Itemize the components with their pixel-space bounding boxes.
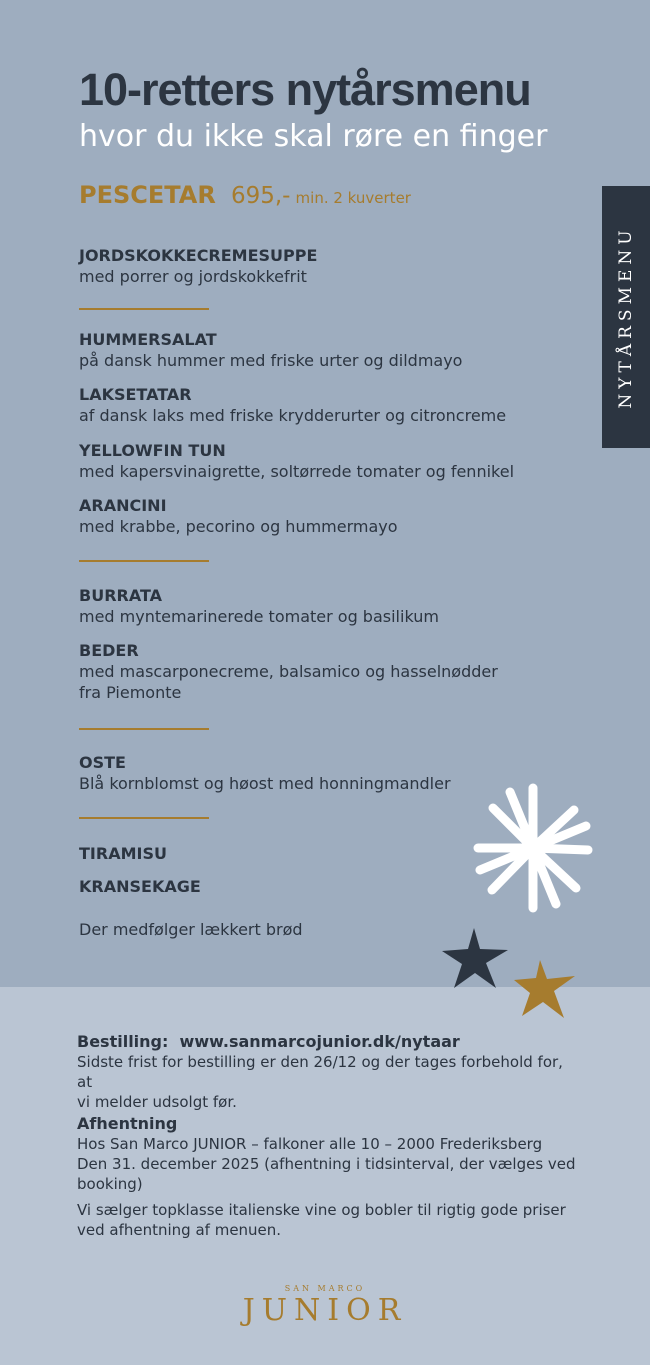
ordering-label: Bestilling: xyxy=(77,1032,169,1051)
menu-price: 695,- xyxy=(230,183,291,209)
pickup-date-cont: booking) xyxy=(77,1175,143,1193)
dish-name: KRANSEKAGE xyxy=(79,877,201,896)
dish-name: HUMMERSALAT xyxy=(79,330,217,349)
menu-item-laksetatar xyxy=(79,385,506,426)
ordering-deadline-cont: vi melder udsolgt før. xyxy=(77,1093,237,1111)
dish-description: af dansk laks med friske krydderurter og citroncreme xyxy=(79,406,507,425)
dish-name: OSTE xyxy=(79,753,126,772)
dish-description: med krabbe, pecorino og hummermayo xyxy=(79,517,398,536)
pickup-address: Hos San Marco JUNIOR – falkoner alle 10 – 2000 Frederiksberg xyxy=(77,1135,543,1153)
star-icon-gold xyxy=(512,958,578,1020)
menu-item-oste xyxy=(79,753,451,794)
dish-description: med mascarponecreme, balsamico og hasselnødder xyxy=(79,662,498,681)
dish-description-cont: fra Piemonte xyxy=(79,683,182,702)
brand-logo xyxy=(0,1284,650,1329)
section-divider xyxy=(79,560,209,562)
logo-small-text: SAN MARCO xyxy=(284,1284,366,1293)
pickup-heading: Afhentning xyxy=(77,1114,178,1133)
dish-name: BEDER xyxy=(79,641,139,660)
menu-item-beder xyxy=(79,641,498,703)
menu-category: PESCETAR xyxy=(79,181,216,209)
menu-item-arancini xyxy=(79,496,398,537)
section-divider xyxy=(79,308,209,310)
wine-note-cont: ved afhentning af menuen. xyxy=(77,1221,282,1239)
minimum-covers: min. 2 kuverter xyxy=(295,189,411,207)
menu-item-soup xyxy=(79,246,317,287)
pickup-date: Den 31. december 2025 (afhentning i tidsinterval, der vælges ved xyxy=(77,1155,576,1173)
dish-name: YELLOWFIN TUN xyxy=(79,441,226,460)
ordering-section xyxy=(77,1032,577,1112)
side-tab xyxy=(602,186,650,448)
dish-description: Blå kornblomst og høost med honningmandler xyxy=(79,774,451,793)
wine-note: Vi sælger topklasse italienske vine og bobler til rigtig gode priser xyxy=(77,1201,566,1219)
dish-description: med myntemarinerede tomater og basilikum xyxy=(79,607,439,626)
dish-name: BURRATA xyxy=(79,586,163,605)
logo-wordmark: JUNIOR xyxy=(242,1293,408,1328)
price-line xyxy=(79,181,411,209)
snowflake-icon xyxy=(468,778,598,918)
ordering-heading xyxy=(77,1032,577,1052)
dish-description: med porrer og jordskokkefrit xyxy=(79,267,307,286)
menu-item-yellowfin xyxy=(79,441,514,482)
dish-description: på dansk hummer med friske urter og dildmayo xyxy=(79,351,463,370)
menu-item-kransekage xyxy=(79,877,201,897)
menu-item-burrata xyxy=(79,586,439,627)
ordering-link[interactable]: www.sanmarcojunior.dk/nytaar xyxy=(179,1032,460,1051)
section-divider xyxy=(79,817,209,819)
bread-note: Der medfølger lækkert brød xyxy=(79,920,303,939)
dish-name: LAKSETATAR xyxy=(79,385,192,404)
side-tab-label: NYTÅRSMENU xyxy=(616,225,636,409)
dish-name: ARANCINI xyxy=(79,496,167,515)
menu-item-tiramisu xyxy=(79,844,167,864)
dish-name: TIRAMISU xyxy=(79,844,167,863)
ordering-deadline: Sidste frist for bestilling er den 26/12 og der tages forbehold for, at xyxy=(77,1053,563,1091)
dish-name: JORDSKOKKECREMESUPPE xyxy=(79,246,318,265)
menu-title: 10-retters nytårsmenu xyxy=(79,64,531,115)
menu-subtitle: hvor du ikke skal røre en finger xyxy=(79,119,548,154)
pickup-section xyxy=(77,1114,577,1240)
section-divider xyxy=(79,728,209,730)
star-icon-navy xyxy=(440,926,512,992)
dish-description: med kapersvinaigrette, soltørrede tomater og fennikel xyxy=(79,462,515,481)
menu-item-hummersalat xyxy=(79,330,462,371)
